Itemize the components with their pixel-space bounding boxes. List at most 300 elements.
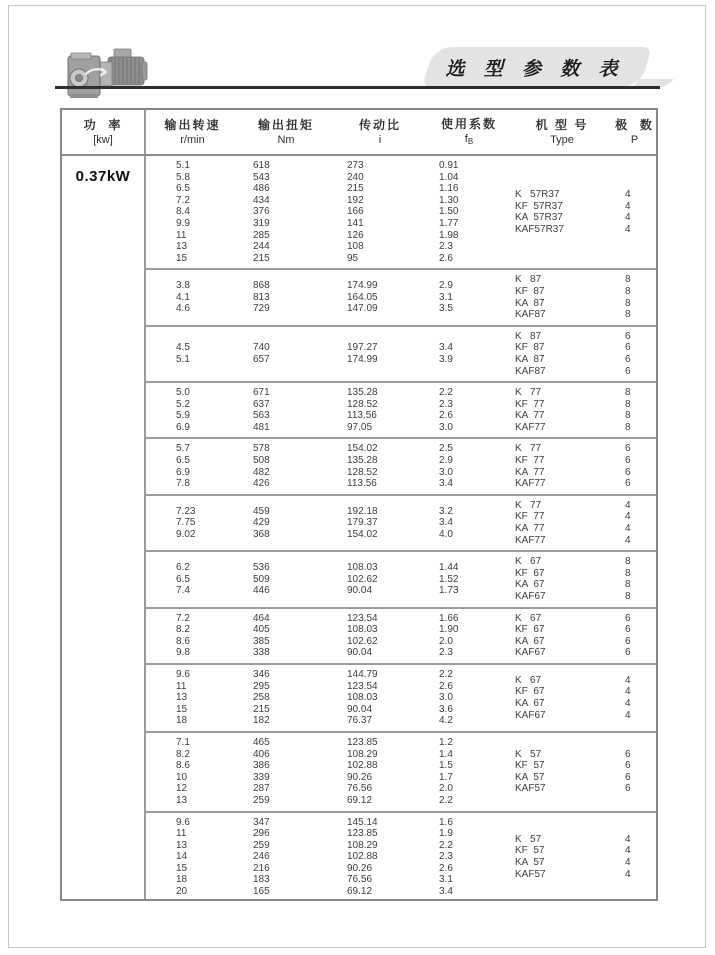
ratio-cell: 123.54 — [347, 680, 378, 692]
ratio-cell: 90.04 — [347, 585, 373, 597]
ratio-values — [333, 737, 427, 807]
pole-cell: 8 — [625, 591, 631, 602]
ratio-cell: 192 — [347, 194, 364, 206]
ratio-cell: 76.56 — [347, 874, 373, 886]
power-column — [62, 156, 146, 899]
speed-cell: 18 — [176, 874, 188, 886]
torque-cell: 346 — [253, 668, 270, 680]
torque-cell: 347 — [253, 816, 270, 828]
speed-cell: 7.2 — [176, 194, 190, 206]
pole-values — [613, 274, 656, 320]
type-cell: KA 77 — [515, 410, 545, 422]
factor-cell: 2.2 — [439, 794, 453, 806]
speed-cell: 5.0 — [176, 387, 190, 399]
speed-cell: 3.8 — [176, 280, 190, 292]
pole-values — [613, 817, 656, 898]
torque-cell: 671 — [253, 387, 270, 399]
ratio-cell: 90.04 — [347, 703, 373, 715]
ratio-values — [333, 331, 427, 377]
type-cell: KAF67 — [515, 647, 546, 659]
ratio-cell: 102.62 — [347, 573, 378, 585]
pole-cell: 8 — [625, 567, 631, 579]
ratio-cell: 102.88 — [347, 760, 378, 772]
ratio-cell: 102.62 — [347, 635, 378, 647]
torque-cell: 376 — [253, 206, 270, 218]
pole-values — [613, 556, 656, 602]
title-banner — [420, 47, 666, 89]
header-model-type: 机 型 号 Type — [535, 118, 589, 146]
factor-values — [427, 443, 511, 489]
ratio-cell: 69.12 — [347, 886, 373, 898]
pole-cell: 4 — [625, 511, 631, 523]
speed-cell: 15 — [176, 703, 188, 715]
ratio-cell: 113.56 — [347, 410, 377, 422]
pole-cell: 6 — [625, 771, 631, 783]
speed-values — [146, 387, 239, 433]
type-cell: KF 87 — [515, 342, 545, 354]
pole-cell: 4 — [625, 845, 631, 857]
factor-cell: 1.90 — [439, 624, 459, 636]
speed-cell: 7.8 — [176, 478, 190, 490]
pole-values — [613, 500, 656, 546]
torque-cell: 482 — [253, 466, 270, 478]
ratio-cell: 192.18 — [347, 505, 378, 517]
ratio-cell: 123.85 — [347, 828, 378, 840]
pole-cell: 4 — [625, 697, 631, 709]
ratio-cell: 174.99 — [347, 280, 378, 292]
table-group — [146, 383, 656, 437]
factor-cell: 3.5 — [439, 303, 453, 315]
speed-cell: 4.6 — [176, 303, 190, 315]
factor-cell: 2.3 — [439, 851, 453, 863]
torque-cell: 259 — [253, 794, 270, 806]
speed-cell: 13 — [176, 839, 188, 851]
ratio-cell: 90.26 — [347, 862, 373, 874]
ratio-cell: 144.79 — [347, 668, 378, 680]
factor-cell: 4.2 — [439, 715, 453, 727]
type-cell: KA 67 — [515, 697, 545, 709]
torque-cell: 637 — [253, 398, 270, 410]
factor-cell: 2.0 — [439, 635, 453, 647]
ratio-cell: 97.05 — [347, 421, 373, 433]
factor-cell: 1.5 — [439, 760, 453, 772]
torque-cell: 165 — [253, 886, 270, 898]
factor-cell: 3.0 — [439, 466, 453, 478]
factor-cell: 1.04 — [439, 171, 459, 183]
speed-values — [146, 274, 239, 320]
torque-cell: 215 — [253, 703, 270, 715]
factor-cell: 2.3 — [439, 398, 453, 410]
power-value: 0.37kW — [75, 168, 131, 185]
type-values — [511, 331, 613, 377]
factor-cell: 2.6 — [439, 680, 453, 692]
type-cell: KA 67 — [515, 579, 545, 591]
type-cell: KA 57R37 — [515, 212, 563, 224]
torque-cell: 258 — [253, 692, 270, 704]
factor-cell: 1.77 — [439, 217, 459, 229]
table-group — [146, 439, 656, 493]
factor-cell: 2.5 — [439, 443, 453, 455]
type-values — [511, 613, 613, 659]
speed-cell: 9.6 — [176, 668, 190, 680]
type-cell: KAF57 — [515, 868, 546, 880]
type-cell: KAF77 — [515, 534, 546, 546]
type-cell: K 57 — [515, 748, 542, 760]
ratio-cell: 154.02 — [347, 528, 378, 540]
pole-cell: 4 — [625, 523, 631, 535]
factor-values — [427, 274, 511, 320]
ratio-cell: 113.56 — [347, 478, 377, 490]
torque-cell: 244 — [253, 241, 270, 253]
type-cell: KF 57 — [515, 760, 545, 772]
speed-cell: 10 — [176, 771, 188, 783]
type-cell: KF 67 — [515, 686, 545, 698]
factor-cell: 3.4 — [439, 342, 453, 354]
type-cell: KF 67 — [515, 624, 545, 636]
ratio-cell: 123.85 — [347, 736, 378, 748]
table-header-row — [62, 110, 656, 156]
table-group — [146, 270, 656, 324]
speed-cell: 6.5 — [176, 573, 190, 585]
speed-values — [146, 817, 239, 898]
factor-cell: 1.6 — [439, 816, 453, 828]
speed-cell: 8.2 — [176, 624, 190, 636]
torque-cell: 459 — [253, 505, 270, 517]
pole-cell: 4 — [625, 534, 631, 546]
type-cell: KA 77 — [515, 523, 545, 535]
ratio-cell: 69.12 — [347, 794, 373, 806]
factor-values — [427, 160, 511, 264]
speed-cell: 13 — [176, 692, 188, 704]
ratio-values — [333, 274, 427, 320]
type-cell: KAF57R37 — [515, 223, 564, 235]
factor-cell: 3.6 — [439, 703, 453, 715]
speed-cell: 15 — [176, 252, 188, 264]
torque-cell: 464 — [253, 612, 270, 624]
type-cell: KF 77 — [515, 455, 545, 467]
ratio-cell: 166 — [347, 206, 364, 218]
speed-cell: 9.8 — [176, 647, 190, 659]
ratio-cell: 240 — [347, 171, 364, 183]
factor-cell: 2.3 — [439, 241, 453, 253]
pole-cell: 6 — [625, 353, 631, 365]
pole-cell: 8 — [625, 274, 631, 286]
type-cell: K 57 — [515, 833, 542, 845]
ratio-cell: 135.28 — [347, 455, 378, 467]
pole-values — [613, 669, 656, 727]
type-values — [511, 500, 613, 546]
type-cell: KA 87 — [515, 297, 545, 309]
ratio-cell: 123.54 — [347, 612, 378, 624]
torque-cell: 543 — [253, 171, 270, 183]
ratio-cell: 147.09 — [347, 303, 378, 315]
pole-cell: 6 — [625, 760, 631, 772]
factor-cell: 1.66 — [439, 612, 459, 624]
factor-cell: 0.91 — [439, 160, 459, 171]
torque-values — [239, 274, 333, 320]
factor-cell: 2.3 — [439, 647, 453, 659]
type-cell: KA 87 — [515, 353, 545, 365]
pole-cell: 6 — [625, 330, 631, 342]
pole-cell: 4 — [625, 188, 631, 200]
type-values — [511, 160, 613, 264]
type-cell: KA 57 — [515, 857, 545, 869]
torque-cell: 259 — [253, 839, 270, 851]
torque-cell: 563 — [253, 410, 270, 422]
factor-cell: 1.50 — [439, 206, 459, 218]
pole-cell: 6 — [625, 466, 631, 478]
ratio-cell: 76.56 — [347, 783, 373, 795]
speed-cell: 6.2 — [176, 562, 190, 574]
torque-cell: 813 — [253, 291, 270, 303]
factor-cell: 2.2 — [439, 839, 453, 851]
speed-cell: 5.9 — [176, 410, 190, 422]
pole-cell: 6 — [625, 647, 631, 659]
ratio-cell: 197.27 — [347, 342, 378, 354]
ratio-cell: 108.03 — [347, 562, 378, 574]
pole-values — [613, 160, 656, 264]
factor-cell: 1.4 — [439, 748, 453, 760]
type-cell: KF 77 — [515, 511, 545, 523]
ratio-cell: 135.28 — [347, 387, 378, 399]
pole-values — [613, 613, 656, 659]
torque-cell: 386 — [253, 760, 270, 772]
speed-cell: 7.75 — [176, 517, 196, 529]
speed-cell: 20 — [176, 886, 188, 898]
speed-cell: 5.1 — [176, 160, 190, 171]
factor-cell: 1.30 — [439, 194, 459, 206]
type-cell: KAF57 — [515, 783, 546, 795]
speed-cell: 7.23 — [176, 505, 196, 517]
ratio-cell: 145.14 — [347, 816, 378, 828]
type-cell: KF 57R37 — [515, 200, 563, 212]
ratio-values — [333, 669, 427, 727]
type-cell: KF 77 — [515, 398, 545, 410]
type-cell: KA 67 — [515, 635, 545, 647]
torque-cell: 729 — [253, 303, 270, 315]
ratio-values — [333, 160, 427, 264]
pole-values — [613, 737, 656, 807]
pole-cell: 4 — [625, 223, 631, 235]
pole-cell: 6 — [625, 748, 631, 760]
pole-cell: 4 — [625, 499, 631, 511]
factor-cell: 3.1 — [439, 874, 453, 886]
speed-cell: 15 — [176, 862, 188, 874]
table-group — [146, 733, 656, 811]
speed-cell: 13 — [176, 241, 188, 253]
speed-cell: 7.4 — [176, 585, 190, 597]
ratio-cell: 154.02 — [347, 443, 378, 455]
torque-cell: 182 — [253, 715, 270, 727]
torque-cell: 287 — [253, 783, 270, 795]
type-values — [511, 274, 613, 320]
type-cell: K 87 — [515, 274, 542, 286]
factor-cell: 1.98 — [439, 229, 459, 241]
type-cell: K 77 — [515, 443, 542, 455]
torque-cell: 434 — [253, 194, 270, 206]
torque-cell: 536 — [253, 562, 270, 574]
torque-cell: 868 — [253, 280, 270, 292]
factor-cell: 3.1 — [439, 291, 453, 303]
speed-cell: 14 — [176, 851, 188, 863]
speed-cell: 5.2 — [176, 398, 190, 410]
factor-cell: 2.2 — [439, 668, 453, 680]
pole-cell: 8 — [625, 297, 631, 309]
ratio-cell: 108.29 — [347, 748, 378, 760]
pole-cell: 6 — [625, 783, 631, 795]
gearmotor-image — [64, 44, 148, 104]
header-service-factor: 使用系数 $f_B$ — [440, 116, 497, 146]
torque-cell: 183 — [253, 874, 270, 886]
torque-cell: 429 — [253, 517, 270, 529]
factor-cell: 1.2 — [439, 736, 453, 748]
ratio-cell: 128.52 — [347, 466, 378, 478]
type-cell: KAF77 — [515, 478, 546, 490]
torque-values — [239, 331, 333, 377]
gearmotor-illustration — [64, 44, 148, 104]
pole-cell: 8 — [625, 285, 631, 297]
table-group — [146, 327, 656, 381]
torque-cell: 426 — [253, 478, 270, 490]
ratio-cell: 76.37 — [347, 715, 373, 727]
pole-cell: 8 — [625, 410, 631, 422]
factor-cell: 1.7 — [439, 771, 453, 783]
ratio-cell: 179.37 — [347, 517, 378, 529]
torque-cell: 618 — [253, 160, 270, 171]
type-cell: KAF87 — [515, 365, 546, 377]
ratio-cell: 128.52 — [347, 398, 378, 410]
type-cell: K 57R37 — [515, 188, 560, 200]
type-cell: KAF67 — [515, 591, 546, 602]
ratio-values — [333, 556, 427, 602]
ratio-cell: 126 — [347, 229, 364, 241]
type-cell: KF 67 — [515, 567, 545, 579]
torque-cell: 246 — [253, 851, 270, 863]
torque-values — [239, 160, 333, 264]
torque-cell: 296 — [253, 828, 270, 840]
torque-cell: 578 — [253, 443, 270, 455]
groups-column — [146, 156, 656, 899]
torque-values — [239, 556, 333, 602]
ratio-cell: 108 — [347, 241, 364, 253]
type-cell: K 77 — [515, 499, 542, 511]
speed-cell: 8.2 — [176, 748, 190, 760]
speed-cell: 4.5 — [176, 342, 190, 354]
pole-values — [613, 443, 656, 489]
pole-cell: 6 — [625, 612, 631, 624]
torque-cell: 215 — [253, 252, 270, 264]
ratio-cell: 174.99 — [347, 353, 378, 365]
torque-cell: 285 — [253, 229, 270, 241]
torque-cell: 385 — [253, 635, 270, 647]
pole-cell: 8 — [625, 556, 631, 568]
type-values — [511, 387, 613, 433]
factor-cell: 1.44 — [439, 562, 459, 574]
type-cell: K 77 — [515, 387, 542, 399]
pole-cell: 4 — [625, 709, 631, 721]
type-values — [511, 817, 613, 898]
speed-values — [146, 160, 239, 264]
torque-cell: 216 — [253, 862, 270, 874]
factor-cell: 2.6 — [439, 410, 453, 422]
pole-cell: 4 — [625, 857, 631, 869]
factor-cell: 2.2 — [439, 387, 453, 399]
ratio-values — [333, 500, 427, 546]
type-cell: KA 57 — [515, 771, 545, 783]
speed-cell: 7.1 — [176, 736, 190, 748]
speed-cell: 6.9 — [176, 466, 190, 478]
speed-values — [146, 443, 239, 489]
speed-values — [146, 331, 239, 377]
factor-cell: 1.9 — [439, 828, 453, 840]
table-group — [146, 609, 656, 663]
torque-cell: 339 — [253, 771, 270, 783]
pole-cell: 8 — [625, 387, 631, 399]
torque-values — [239, 669, 333, 727]
ratio-values — [333, 613, 427, 659]
speed-cell: 8.6 — [176, 635, 190, 647]
torque-cell: 486 — [253, 183, 270, 195]
pole-cell: 8 — [625, 309, 631, 321]
pole-cell: 6 — [625, 455, 631, 467]
header-ratio: 传动比 i — [358, 118, 401, 146]
ratio-cell: 273 — [347, 160, 364, 171]
speed-cell: 6.5 — [176, 183, 190, 195]
table-group — [146, 665, 656, 731]
factor-values — [427, 613, 511, 659]
pole-cell: 4 — [625, 868, 631, 880]
torque-cell: 406 — [253, 748, 270, 760]
factor-values — [427, 500, 511, 546]
table-group — [146, 156, 656, 268]
torque-cell: 508 — [253, 455, 270, 467]
ratio-values — [333, 387, 427, 433]
speed-cell: 5.1 — [176, 353, 190, 365]
header-poles: 极 数 P — [615, 118, 654, 146]
table-group — [146, 496, 656, 550]
speed-cell: 11 — [176, 680, 187, 692]
table-group — [146, 813, 656, 902]
torque-values — [239, 613, 333, 659]
torque-cell: 405 — [253, 624, 270, 636]
pole-cell: 6 — [625, 635, 631, 647]
speed-cell: 18 — [176, 715, 188, 727]
factor-cell: 2.6 — [439, 252, 453, 264]
ratio-cell: 141 — [347, 217, 364, 229]
pole-cell: 6 — [625, 478, 631, 490]
factor-cell: 3.4 — [439, 517, 453, 529]
ratio-values — [333, 443, 427, 489]
factor-cell: 1.52 — [439, 573, 459, 585]
type-cell: KAF67 — [515, 709, 546, 721]
page-title: 选 型 参 数 表 — [445, 58, 625, 80]
torque-cell: 509 — [253, 573, 270, 585]
pole-cell: 6 — [625, 342, 631, 354]
pole-cell: 4 — [625, 833, 631, 845]
torque-cell: 295 — [253, 680, 270, 692]
speed-values — [146, 737, 239, 807]
speed-cell: 9.9 — [176, 217, 190, 229]
ratio-cell: 102.88 — [347, 851, 378, 863]
pole-values — [613, 387, 656, 433]
type-cell: KF 87 — [515, 285, 545, 297]
torque-cell: 465 — [253, 736, 270, 748]
ratio-cell: 108.03 — [347, 624, 378, 636]
torque-cell: 657 — [253, 353, 270, 365]
speed-cell: 11 — [176, 229, 187, 241]
factor-cell: 3.4 — [439, 478, 453, 490]
pole-cell: 4 — [625, 686, 631, 698]
